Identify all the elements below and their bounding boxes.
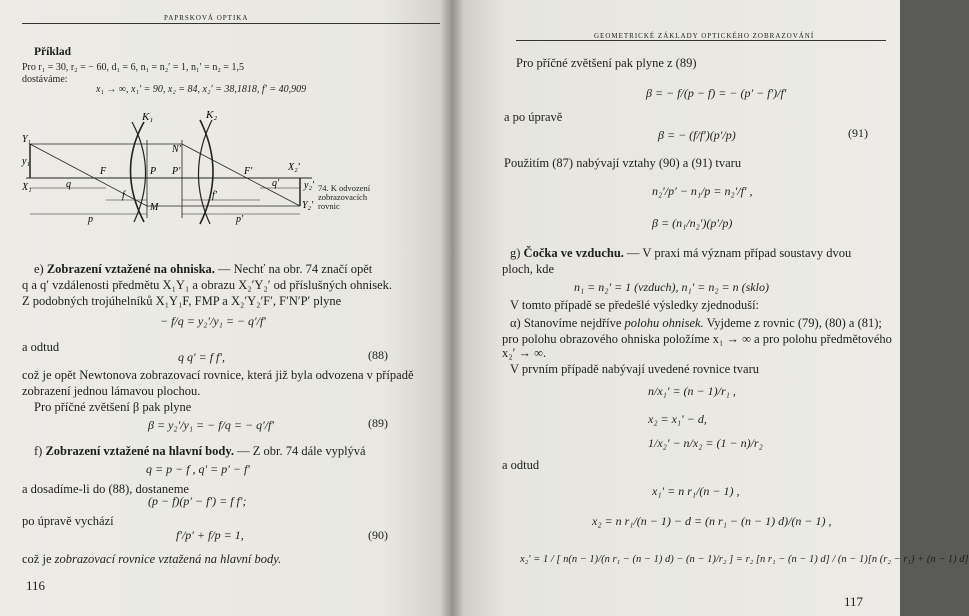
label-Y2: Y₂′	[302, 200, 314, 211]
label-q: q	[66, 179, 71, 190]
equation: q = p − f , q′ = p′ − f′	[146, 462, 250, 476]
paragraph-line: po úpravě vychází	[22, 514, 114, 528]
label-Y1: Y₁	[22, 134, 32, 145]
section-label: e)	[34, 262, 44, 276]
label-fp: f′	[212, 190, 217, 201]
section-e-heading	[34, 262, 372, 277]
equation: x₂′ = 1 / [ n(n − 1)/(n r₁ − (n − 1) d) − (n − 1)/r₂ ] = r₂ [n r₁ − (n − 1) d] / (n − 1)[n (r₂ − r₁) + (n − 1) d]	[520, 554, 969, 565]
optics-diagram	[22, 110, 322, 230]
paragraph-line: q a q′ vzdálenosti předmětu X₁Y₁ a obrazu X₂′Y₂′ od příslušných ohnisek.	[22, 278, 393, 292]
equation: x₂ = x₁′ − d,	[648, 412, 707, 426]
paragraph-line: Použitím (87) nabývají vztahy (90) a (91) tvaru	[504, 156, 742, 170]
label-f: f	[122, 190, 125, 201]
paragraph-line: Z podobných trojúhelníků X₁Y₁F, FMP a X₂′Y₂′F′, F′N′P′ plyne	[22, 294, 342, 308]
paragraph-line: V tomto případě se předešlé výsledky zjednoduší:	[510, 298, 760, 312]
section-g-heading	[510, 246, 851, 261]
running-header: GEOMETRICKÉ ZÁKLADY OPTICKÉHO ZOBRAZOVÁNÍ	[594, 32, 815, 40]
label-X2: X₂′	[288, 162, 300, 173]
equation: n₁ = n₂′ = 1 (vzduch), n₁′ = n₂ = n (sklo)	[574, 280, 769, 294]
label-Pp: P′	[172, 166, 181, 177]
section-title: Zobrazení vztažené na ohniska.	[46, 262, 215, 276]
equation-number: (88)	[368, 348, 388, 362]
right-page	[452, 0, 969, 616]
label-F: F	[100, 166, 107, 177]
paragraph-line	[510, 316, 882, 331]
example-line: Pro r₁ = 30, r₂ = − 60, d₁ = 6, n₁ = n₂′ = 1, n₁′ = n₂ = 1,5	[22, 62, 244, 73]
figure-caption: 74. K odvození zobrazovacích rovnic	[318, 183, 371, 211]
page-number: 116	[26, 578, 46, 593]
label-pp: p′	[236, 214, 244, 225]
text-run: Vyjdeme z rovnic (79), (80) a (81);	[706, 316, 882, 330]
example-line: dostáváme:	[22, 74, 68, 85]
label-p: p	[88, 214, 93, 225]
paragraph-line: a dosadíme-li do (88), dostaneme	[22, 482, 189, 496]
paragraph-line: Pro příčné zvětšení pak plyne z (89)	[516, 56, 697, 70]
label-P: P	[150, 166, 157, 177]
paragraph-line: ploch, kde	[502, 262, 555, 276]
equation: q q′ = f f′,	[178, 350, 226, 364]
label-N: N′	[172, 144, 181, 155]
left-page	[0, 0, 452, 616]
equation: f′/p′ + f/p = 1,	[176, 528, 244, 542]
section-text: — Z obr. 74 dále vyplývá	[237, 444, 366, 458]
paragraph-line: což je opět Newtonova zobrazovací rovnice, která již byla odvozena v případě	[22, 368, 414, 382]
equation: β = − f/(p − f) = − (p′ − f′)/f′	[646, 86, 787, 100]
equation-number: (91)	[848, 126, 868, 140]
equation: β = − (f/f′)(p′/p)	[658, 128, 736, 142]
section-title: Zobrazení vztažené na hlavní body.	[45, 444, 235, 458]
paragraph-line	[22, 552, 281, 567]
equation: β = y₂′/y₁ = − f/q = − q′/f′	[148, 418, 275, 432]
paragraph-line: Pro příčné zvětšení β pak plyne	[34, 400, 192, 414]
section-text: — Nechť na obr. 74 značí opět	[218, 262, 373, 276]
label-Fp: F′	[244, 166, 253, 177]
label-X1: X₁	[22, 182, 32, 193]
header-rule	[22, 23, 440, 24]
label-M: M	[150, 202, 159, 213]
example-title: Příklad	[34, 46, 72, 58]
emphasis: zobrazovací rovnice vztažená na hlavní body.	[54, 552, 282, 566]
page-number: 117	[844, 594, 864, 609]
paragraph-line: pro polohu obrazového ohniska položíme x₁ → ∞ a pro polohu předmětového	[502, 332, 892, 346]
label-y1: y₁	[22, 156, 30, 167]
book-gutter	[440, 0, 464, 616]
equation: x₂ = n r₁/(n − 1) − d = (n r₁ − (n − 1) d)/(n − 1) ,	[592, 514, 832, 528]
equation: − f/q = y₂′/y₁ = − q′/f′	[160, 314, 266, 328]
example-result: x₁ → ∞, x₁′ = 90, x₂ = 84, x₂′ = 38,1818, f′ = 40,909	[96, 84, 307, 95]
text-run: což je	[22, 552, 52, 566]
label-qp: q′	[272, 178, 280, 189]
equation: 1/x₂′ − n/x₂ = (1 − n)/r₂	[648, 436, 763, 450]
section-label: f)	[34, 444, 43, 458]
equation-number: (89)	[368, 416, 388, 430]
paragraph-line: V prvním případě nabývají uvedené rovnice tvaru	[510, 362, 759, 376]
equation: (p − f)(p′ − f′) = f f′;	[148, 494, 247, 508]
paragraph-line: zobrazení jednou lámavou plochou.	[22, 384, 201, 398]
section-f-heading	[34, 444, 366, 459]
equation: n/x₁′ = (n − 1)/r₁ ,	[648, 384, 736, 398]
text-run: α) Stanovíme nejdříve	[510, 316, 622, 330]
section-label: g)	[510, 246, 521, 260]
equation: n₂′/p′ − n₁/p = n₂′/f′ ,	[652, 184, 753, 198]
label-y2: y₂′	[304, 180, 315, 191]
paragraph-line: a odtud	[22, 340, 60, 354]
equation: β = (n₁/n₂′)(p′/p)	[652, 216, 733, 230]
label-K2: K₂	[206, 109, 218, 121]
equation-number: (90)	[368, 528, 388, 542]
header-rule	[516, 40, 886, 41]
label-K1: K₁	[142, 111, 154, 123]
paragraph-line: a po úpravě	[504, 110, 563, 124]
emphasis: polohu ohnisek.	[624, 316, 704, 330]
paragraph-line: x₂′ → ∞.	[502, 346, 547, 360]
running-header: PAPRSKOVÁ OPTIKA	[164, 14, 249, 22]
section-title: Čočka ve vzduchu.	[523, 246, 624, 260]
section-text: — V praxi má význam případ soustavy dvou	[627, 246, 852, 260]
equation: x₁′ = n r₁/(n − 1) ,	[652, 484, 740, 498]
paragraph-line: a odtud	[502, 458, 540, 472]
